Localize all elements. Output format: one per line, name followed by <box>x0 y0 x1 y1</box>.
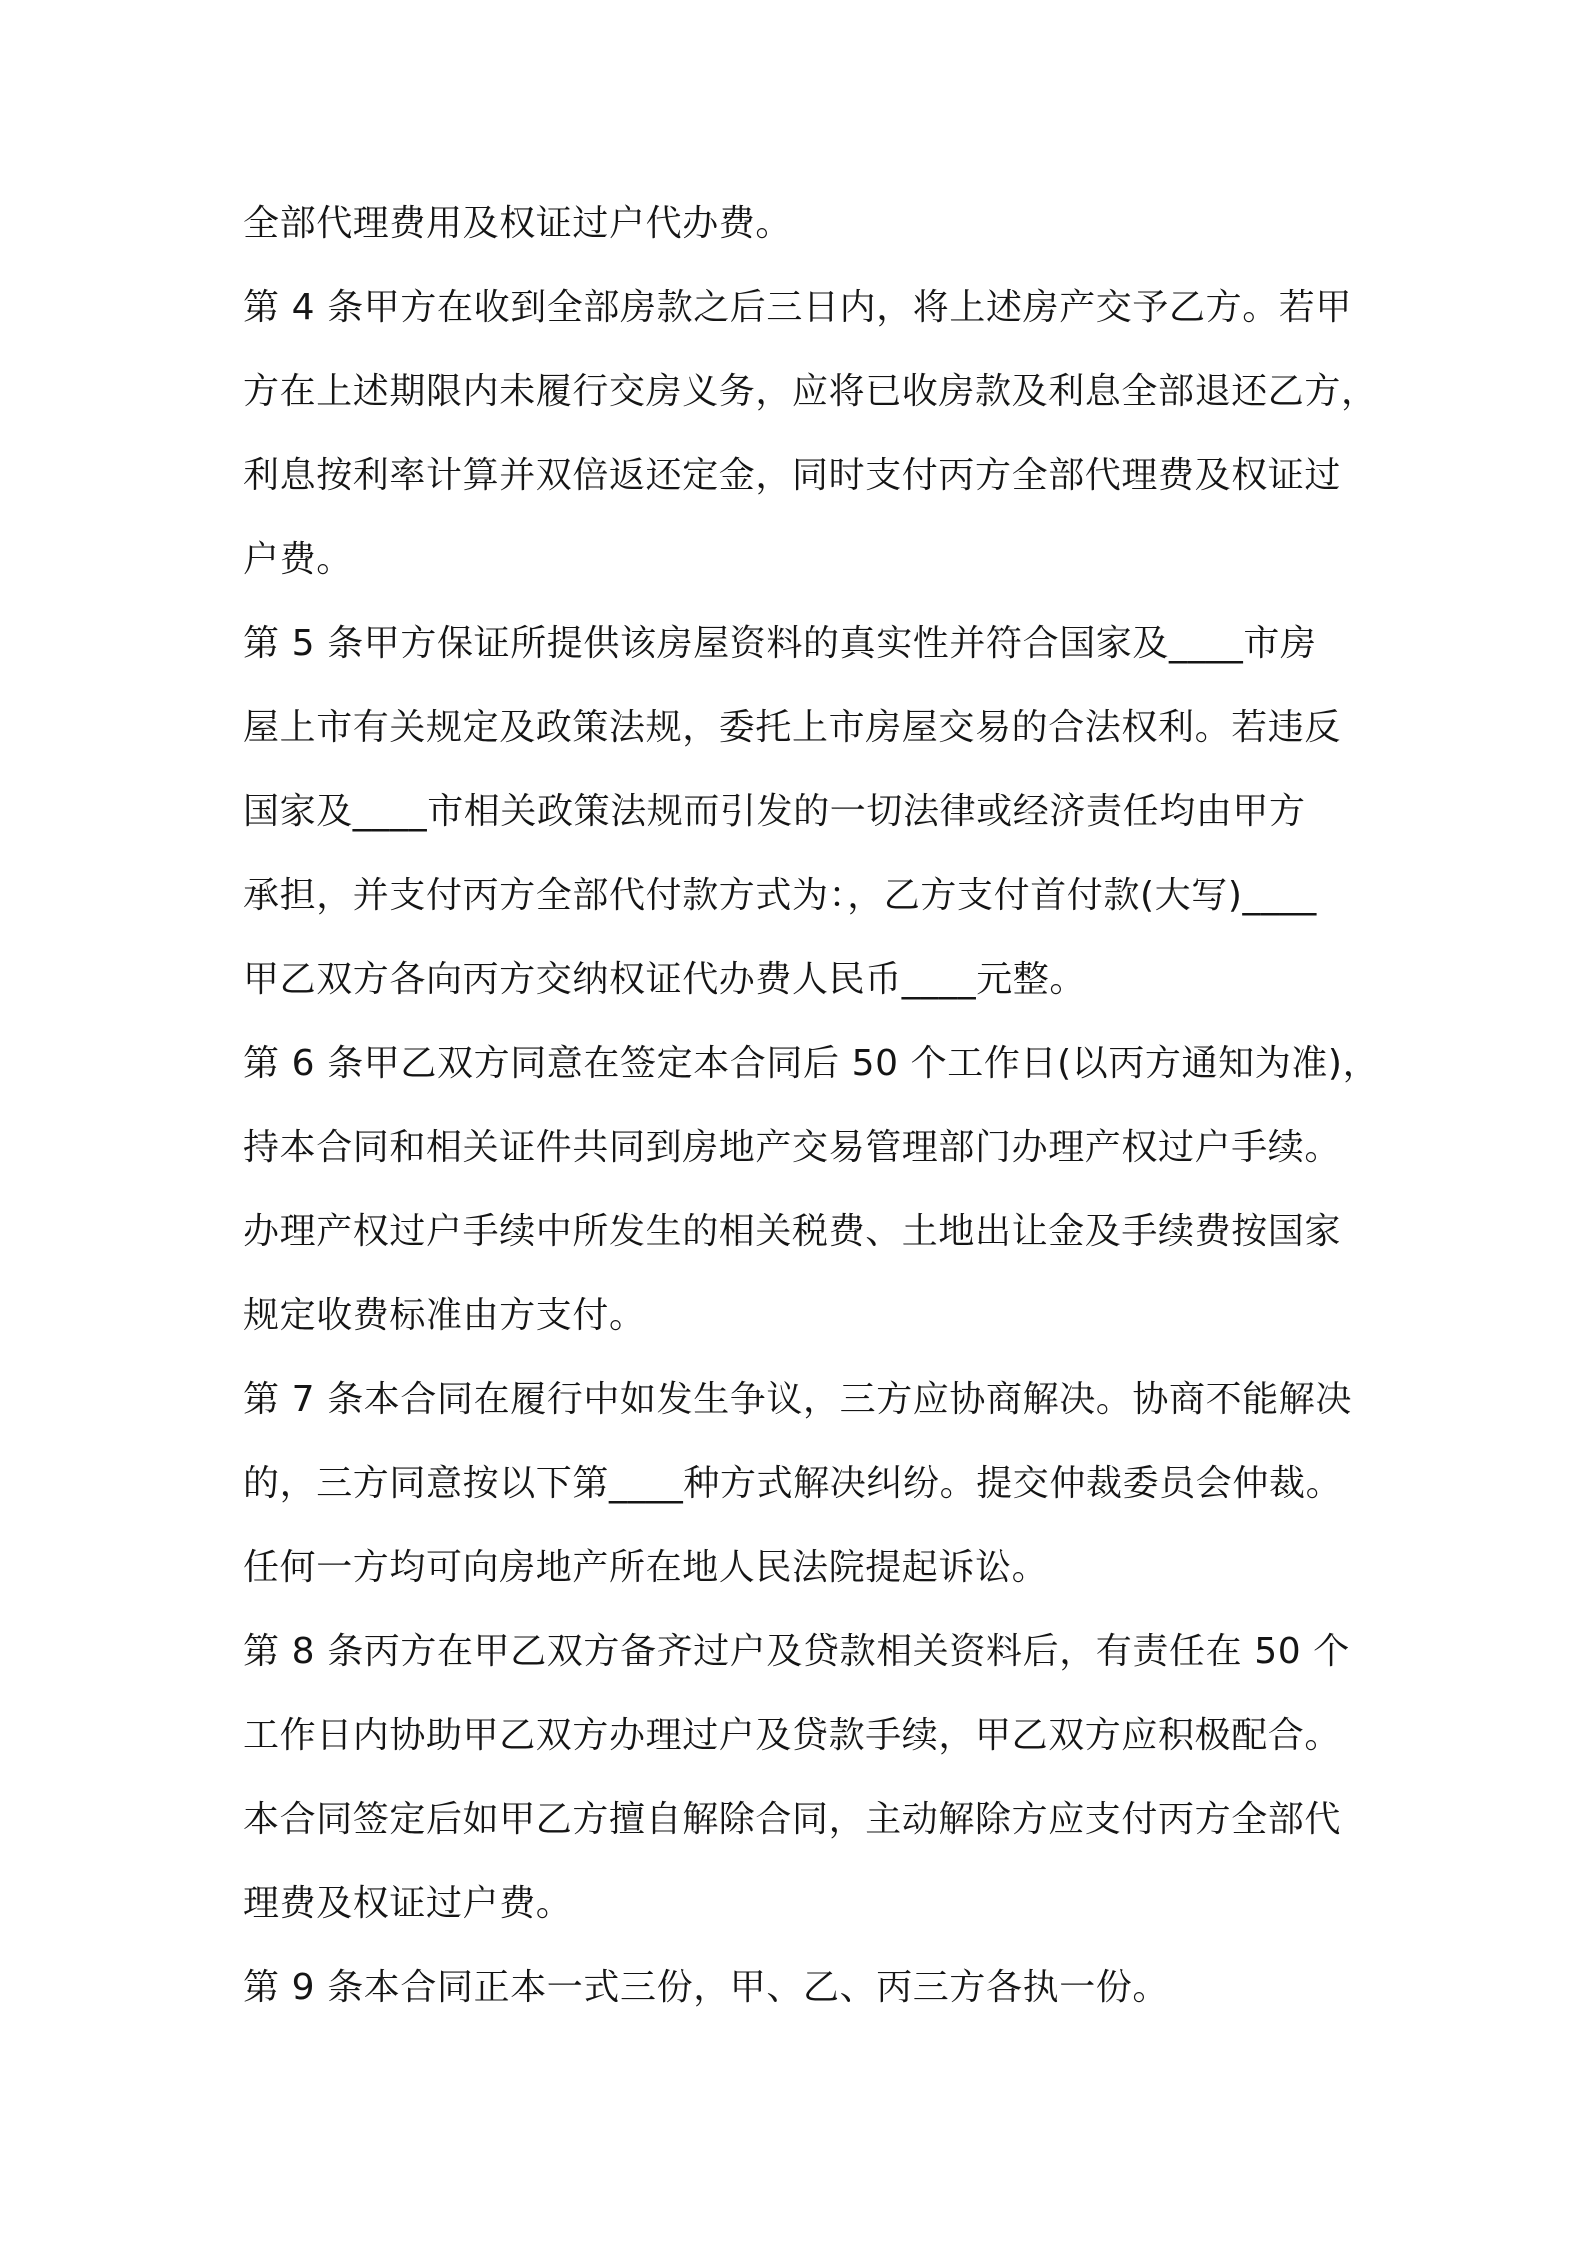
text-line: 的，三方同意按以下第____种方式解决纠纷。提交仲裁委员会仲裁。 <box>243 1463 1343 1504</box>
text-line: 甲乙双方各向丙方交纳权证代办费人民币____元整。 <box>243 959 1087 1000</box>
text-line: 第 7 条本合同在履行中如发生争议，三方应协商解决。协商不能解决 <box>243 1379 1352 1420</box>
text-line: 办理产权过户手续中所发生的相关税费、土地出让金及手续费按国家 <box>243 1211 1342 1252</box>
text-line: 第 5 条甲方保证所提供该房屋资料的真实性并符合国家及____市房 <box>243 623 1317 664</box>
text-line: 承担，并支付丙方全部代付款方式为：，乙方支付首付款(大写)____ <box>243 875 1317 916</box>
text-line: 第 6 条甲乙双方同意在签定本合同后 50 个工作日(以丙方通知为准)， <box>243 1043 1380 1084</box>
text-line: 屋上市有关规定及政策法规，委托上市房屋交易的合法权利。若违反 <box>243 707 1342 748</box>
text-line: 持本合同和相关证件共同到房地产交易管理部门办理产权过户手续。 <box>243 1127 1342 1168</box>
text-line: 任何一方均可向房地产所在地人民法院提起诉讼。 <box>243 1547 1049 1588</box>
text-line: 户费。 <box>243 539 353 580</box>
text-line: 方在上述期限内未履行交房义务，应将已收房款及利息全部退还乙方， <box>243 371 1378 412</box>
text-line: 第 4 条甲方在收到全部房款之后三日内，将上述房产交予乙方。若甲 <box>243 287 1352 328</box>
text-line: 本合同签定后如甲乙方擅自解除合同，主动解除方应支付丙方全部代 <box>243 1799 1342 1840</box>
text-line: 国家及____市相关政策法规而引发的一切法律或经济责任均由甲方 <box>243 791 1306 832</box>
text-line: 规定收费标准由方支付。 <box>243 1295 646 1336</box>
text-line: 理费及权证过户费。 <box>243 1883 573 1924</box>
text-line: 全部代理费用及权证过户代办费。 <box>243 203 793 244</box>
text-line: 第 8 条丙方在甲乙双方备齐过户及贷款相关资料后，有责任在 50 个 <box>243 1631 1350 1672</box>
text-line: 利息按利率计算并双倍返还定金，同时支付丙方全部代理费及权证过 <box>243 455 1342 496</box>
text-line: 工作日内协助甲乙双方办理过户及贷款手续，甲乙双方应积极配合。 <box>243 1715 1342 1756</box>
text-line: 第 9 条本合同正本一式三份，甲、乙、丙三方各执一份。 <box>243 1967 1169 2008</box>
